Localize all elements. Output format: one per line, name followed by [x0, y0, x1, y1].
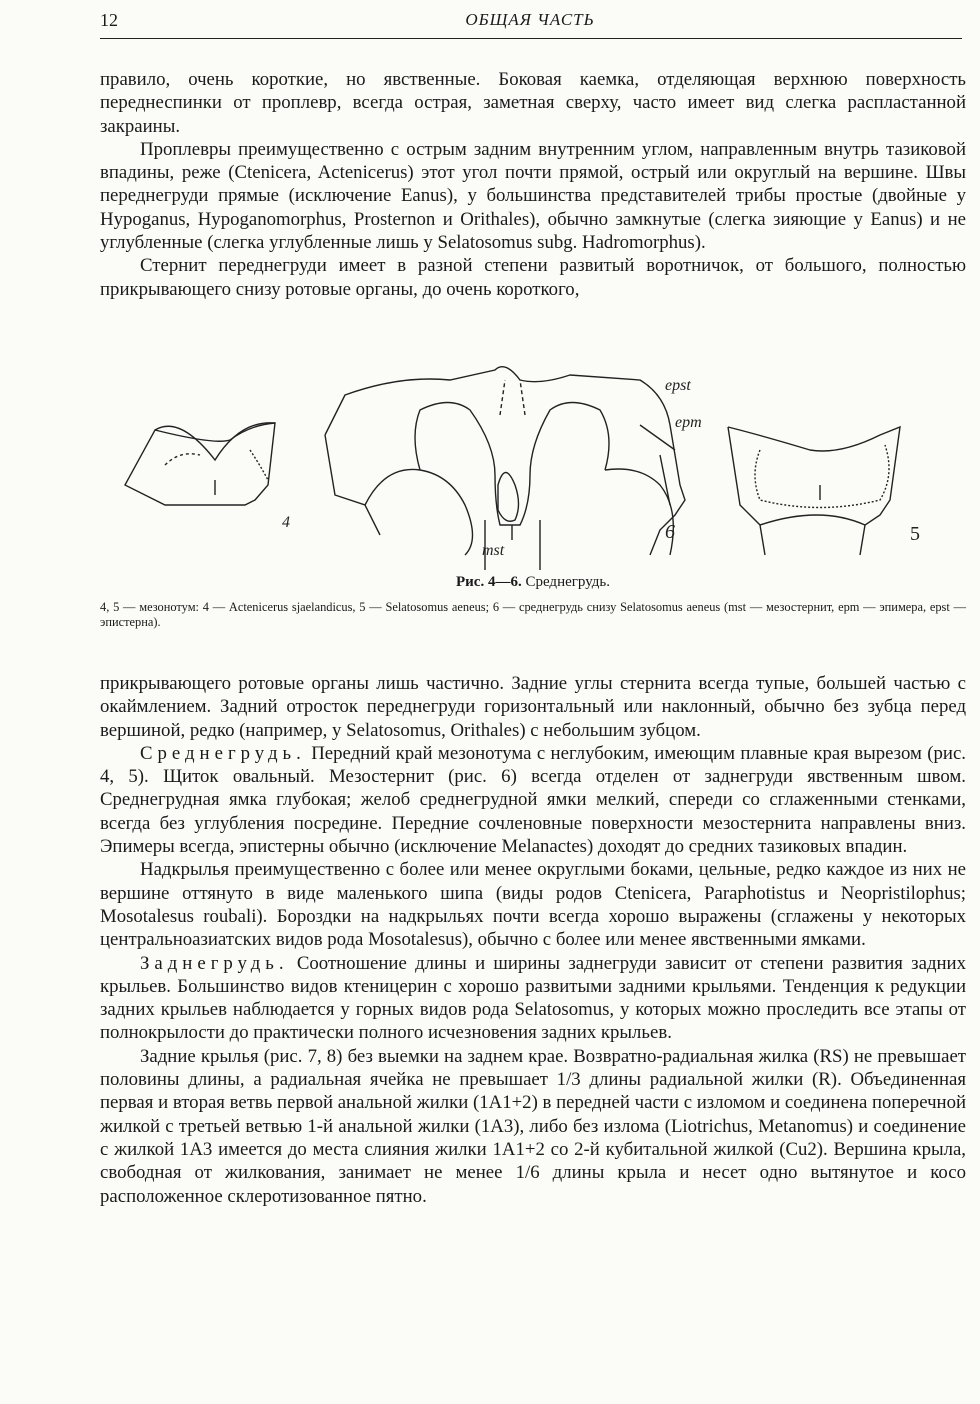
figure-mesothorax — [120, 355, 970, 575]
figure-6-mesosternum — [325, 367, 702, 570]
top-text-block — [100, 68, 966, 301]
paragraph-body: Передний край мезонотума с неглубоким, имеющим плавные края вырезом (рис. 4, 5). Щиток овальный. Мезостернит (рис. 6) всегда отделен от заднегруди явственным швом. Среднегрудная ямка глубокая; желоб среднегрудной ямки мелкий, спереди со сглаженными стенками, всегда без углубления посредине. Передние сочленовные поверхности мезостернита направлены вниз. Эпимеры всегда, эпистерны обычно (исключение Melanactes) доходят до средних тазиковых впадин. — [100, 742, 966, 858]
paragraph — [100, 742, 966, 858]
epst-label: epst — [665, 377, 691, 394]
page-header — [100, 10, 960, 34]
paragraph-body: Соотношение длины и ширины заднегруди зависит от степени развития задних крыльев. Большинство видов ктеницерин с хорошо развитыми задними крыльями. Тенденция к редукции задних крыльев наблюдается у горных видов рода Selatosomus, у которых можно проследить все этапы от полнокрылости до практически полного исчезновения задних крыльев. — [100, 952, 966, 1044]
fig6-label: 6 — [665, 521, 675, 543]
figure-caption: 4, 5 — мезонотум: 4 — Actenicerus sjaelandicus, 5 — Selatosomus aeneus; 6 — среднегрудь снизу Selatosomus aeneus (mst — мезостернит, epm — эпимера, epst — эпистерна). — [100, 600, 966, 629]
paragraph: Стернит переднегруди имеет в разной степени развитый воротничок, от большого, полностью прикрывающего снизу ротовые органы, до очень короткого, — [100, 255, 966, 300]
figure-4-mesonotum — [125, 423, 290, 531]
paragraph: Проплевры преимущественно с острым задним внутренним углом, направленным внутрь тазиковой впадины, реже (Ctenicera, Actenicerus) этот угол почти прямой, острый или округлый на вершине. Швы переднегруди прямые (исключение Eanus), у большинства представителей трибы простые (двойные у Hypoganus, Hypoganomorphus, Prosternon и Orithales), обычно замкнутые (слегка зияющие у Eanus) и не углубленные (слегка углубленные лишь у Selatosomus subg. Hadromorphus). — [100, 138, 966, 254]
mst-label: mst — [482, 542, 505, 559]
fig5-label: 5 — [910, 523, 920, 545]
section-heading: Заднегрудь. — [140, 952, 289, 974]
paragraph: Надкрылья преимущественно с более или менее округлыми боками, цельные, редко каждое из них не вершине оттянуто в виде маленького шипа (виды родов Ctenicera, Paraphotistus и Neopristilophus; Mosotalesus roubali). Бороздки на надкрыльях почти всегда хорошо выражены (сглажены у некоторых центральноазиатских видов рода Mosotalesus), обычно с более или менее явственными ямками. — [100, 859, 966, 951]
figure-number: Рис. 4—6. — [456, 574, 522, 590]
paragraph: правило, очень короткие, но явственные. Боковая каемка, отделяющая верхнюю поверхность переднеспинки от проплевр, всегда острая, заметная сверху, часто имеет вид слегка распластанной закраины. — [100, 69, 966, 137]
figure-drawing — [120, 355, 970, 575]
paragraph — [100, 952, 966, 1045]
section-heading: Среднегрудь. — [140, 742, 306, 764]
page-number: 12 — [100, 10, 118, 30]
header-rule — [100, 38, 962, 39]
bottom-text-block — [100, 672, 966, 1208]
fig4-label: 4 — [282, 514, 290, 531]
paragraph: прикрывающего ротовые органы лишь частично. Задние углы стернита всегда тупые, большей частью с окаймлением. Задний отросток переднегруди горизонтальный или наклонный, обычно без зубца перед вершиной, редко (например, у Selatosomus, Orithales) с небольшим зубцом. — [100, 673, 966, 741]
figure-5-mesonotum — [728, 427, 920, 555]
figure-title-text: Среднегрудь. — [521, 574, 610, 590]
epm-label: epm — [675, 414, 702, 431]
figure-title — [100, 574, 966, 591]
running-title: ОБЩАЯ ЧАСТЬ — [465, 10, 595, 29]
paragraph: Задние крылья (рис. 7, 8) без выемки на заднем крае. Возвратно-радиальная жилка (RS) не превышает половины длины, а радиальная ячейка не превышает 1/3 длины радиальной жилки (R). Объединенная первая и вторая ветвь первой анальной жилки (1A1+2) в передней части с изломом и соединена поперечной жилкой с третьей ветвью 1-й анальной жилки (1A3), либо без излома (Liotrichus, Metanomus) и соединение с жилкой 1A3 имеется до места слияния жилки 1A1+2 со 2-й кубитальной жилкой (Cu2). Вершина крыла, свободная от жилкования, занимает не менее 1/6 длины крыла и несет одно вытянутое и косо расположенное склеротизованное пятно. — [100, 1045, 967, 1207]
